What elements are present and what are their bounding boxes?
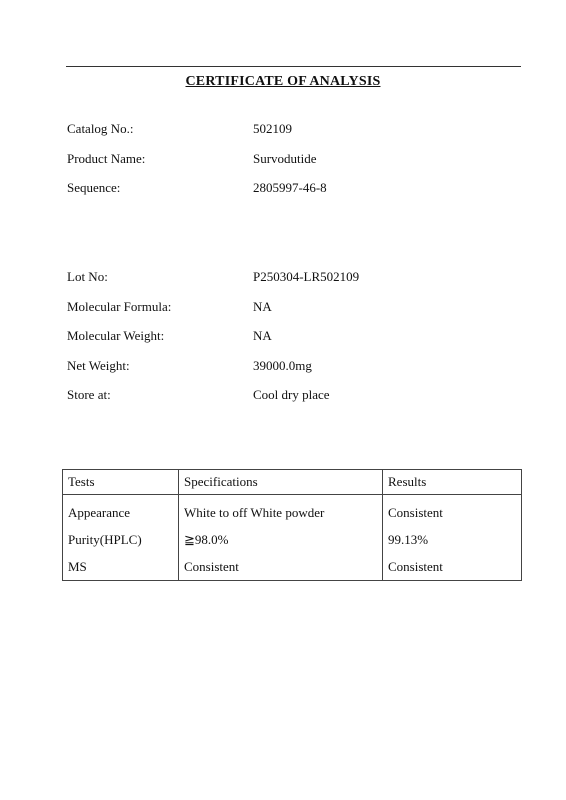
field-label: Product Name: [67,151,146,166]
table-row [63,526,522,553]
table-cell-result: Consistent [383,495,522,527]
table-row [63,553,522,581]
table-cell-specification: White to off White powder [179,495,383,527]
field-lot-no [0,269,566,289]
table-cell-specification: ≧98.0% [179,526,383,553]
field-value: NA [253,299,272,314]
table-header-row [63,470,522,495]
header-specifications: Specifications [179,470,383,495]
results-table [62,469,522,581]
document-title: CERTIFICATE OF ANALYSIS [185,74,381,89]
table-row [63,495,522,527]
field-label: Net Weight: [67,358,130,373]
table-cell-test: Purity(HPLC) [63,526,179,553]
field-label: Catalog No.: [67,121,134,136]
field-label: Molecular Formula: [67,299,172,314]
field-value: P250304-LR502109 [253,269,360,284]
header-tests: Tests [63,470,179,495]
field-label: Sequence: [67,180,121,195]
header-results: Results [383,470,522,495]
field-label: Molecular Weight: [67,328,165,343]
field-value: NA [253,328,272,343]
field-store-at [0,387,566,407]
table-cell-result: Consistent [383,553,522,581]
field-value: 2805997-46-8 [253,180,327,195]
field-molecular-weight [0,328,566,348]
field-value: Cool dry place [253,387,330,402]
field-label: Store at: [67,387,111,402]
field-product-name [0,151,566,171]
table-cell-test: MS [63,553,179,581]
field-value: 502109 [253,121,292,136]
top-rule [66,66,521,67]
field-value: 39000.0mg [253,358,312,373]
table-cell-result: 99.13% [383,526,522,553]
field-label: Lot No: [67,269,108,284]
field-catalog-no [0,121,566,141]
field-value: Survodutide [253,151,317,166]
field-sequence [0,180,566,200]
field-net-weight [0,358,566,378]
field-molecular-formula [0,299,566,319]
table-cell-specification: Consistent [179,553,383,581]
table-cell-test: Appearance [63,495,179,527]
